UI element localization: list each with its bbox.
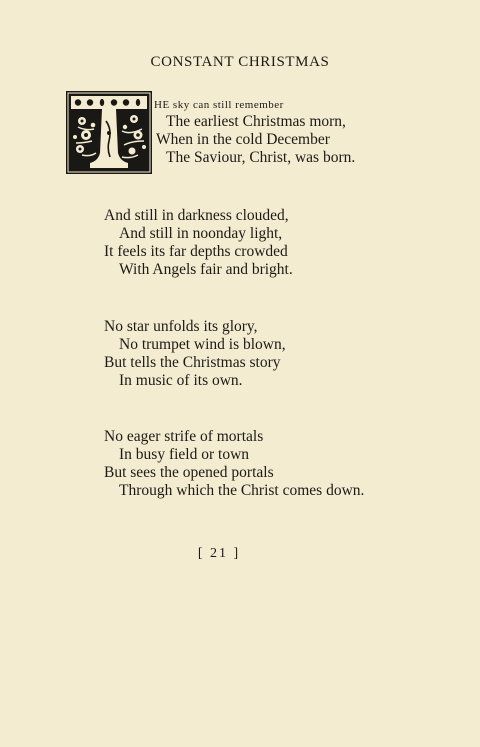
poem-line: But tells the Christmas story xyxy=(104,354,281,371)
poem-line: And still in noonday light, xyxy=(119,225,283,242)
poem-line: When in the cold December xyxy=(156,131,330,148)
poem-line: No eager strife of mortals xyxy=(104,428,264,445)
poem-line: And still in darkness clouded, xyxy=(104,207,289,224)
poem-line: But sees the opened portals xyxy=(104,464,274,481)
page-number: [ 21 ] xyxy=(197,546,241,561)
poem-line: It feels its far depths crowded xyxy=(104,243,288,260)
poem-line: In busy field or town xyxy=(119,446,250,463)
decorated-initial-t xyxy=(66,91,152,174)
line-rest-small-caps: HE sky can still remember xyxy=(154,99,284,111)
poem-line: The Saviour, Christ, was born. xyxy=(166,149,356,166)
poem-line: No star unfolds its glory, xyxy=(104,318,258,335)
poem-line: No trumpet wind is blown, xyxy=(119,336,286,353)
poem-line: With Angels fair and bright. xyxy=(119,261,293,278)
poem-line: Through which the Christ comes down. xyxy=(119,482,365,499)
poem-line xyxy=(154,95,284,114)
poem-line: The earliest Christmas morn, xyxy=(166,113,346,130)
page-title: CONSTANT CHRISTMAS xyxy=(150,54,330,70)
floral-initial-icon xyxy=(66,91,152,174)
poem-line: In music of its own. xyxy=(119,372,243,389)
